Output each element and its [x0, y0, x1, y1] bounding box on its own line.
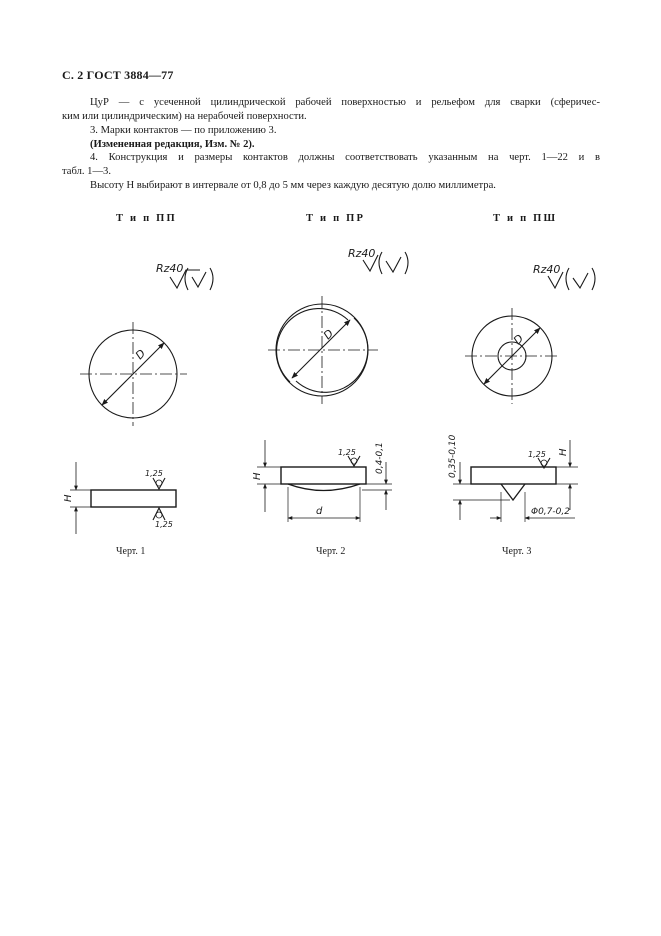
svg-text:1,25: 1,25 — [155, 520, 173, 529]
plan-view-2 — [268, 296, 378, 404]
svg-text:0,4-0,1: 0,4-0,1 — [375, 442, 385, 474]
page-header: С. 2 ГОСТ 3884—77 — [62, 68, 174, 82]
svg-text:Rz40: Rz40 — [156, 262, 184, 275]
svg-text:d: d — [316, 506, 323, 517]
svg-text:1,25: 1,25 — [528, 450, 546, 459]
svg-text:H: H — [63, 494, 74, 502]
type-label-psh: Т и п ПШ — [493, 213, 558, 224]
paragraph-design-line2: табл. 1—3. — [62, 166, 112, 177]
svg-text:H: H — [252, 472, 263, 480]
svg-text:Rz40: Rz40 — [348, 247, 376, 260]
side-view-3 — [448, 434, 578, 522]
figure-1-drawing — [63, 262, 213, 534]
type-label-pp: Т и п ПП — [116, 213, 177, 224]
paragraph-revision-note: (Измененная редакция, Изм. № 2). — [90, 139, 255, 150]
paragraph-grades: 3. Марки контактов — по приложению 3. — [90, 125, 277, 136]
roughness-symbol-2 — [348, 247, 408, 274]
paragraph-height: Высоту H выбирают в интервале от 0,8 до 5 мм через каждую десятую долю миллиметра. — [90, 180, 496, 191]
svg-text:Rz40: Rz40 — [533, 263, 561, 276]
side-view-1 — [63, 462, 176, 534]
type-label-pr: Т и п ПР — [306, 213, 366, 224]
caption-figure-2: Черт. 2 — [316, 546, 346, 557]
side-view-2 — [252, 440, 392, 522]
caption-figure-1: Черт. 1 — [116, 546, 146, 557]
svg-text:D: D — [320, 326, 337, 343]
svg-text:1,25: 1,25 — [338, 448, 356, 457]
svg-text:D: D — [132, 346, 149, 363]
figure-2-drawing — [252, 247, 408, 522]
paragraph-cyr-line2: ким или цилиндрическим) на нерабочей поверхности. — [62, 111, 307, 122]
svg-text:0,35-0,10: 0,35-0,10 — [448, 434, 458, 478]
svg-text:H: H — [558, 448, 569, 456]
paragraph-cyr-line1: ЦуР — с усеченной цилиндрической рабочей поверхностью и рельефом для сварки (сферичес- — [90, 97, 600, 108]
svg-text:D: D — [510, 331, 527, 348]
plan-view-1 — [80, 322, 187, 426]
caption-figure-3: Черт. 3 — [502, 546, 532, 557]
roughness-symbol-1 — [156, 262, 213, 290]
roughness-symbol-3 — [533, 263, 595, 290]
figure-3-drawing — [448, 263, 595, 522]
svg-text:Φ0,7-0,2: Φ0,7-0,2 — [531, 507, 570, 517]
svg-text:1,25: 1,25 — [145, 469, 163, 478]
plan-view-3 — [465, 308, 560, 404]
paragraph-design-line1: 4. Конструкция и размеры контактов должны соответствовать указанным на черт. 1—22 и в — [90, 152, 600, 163]
